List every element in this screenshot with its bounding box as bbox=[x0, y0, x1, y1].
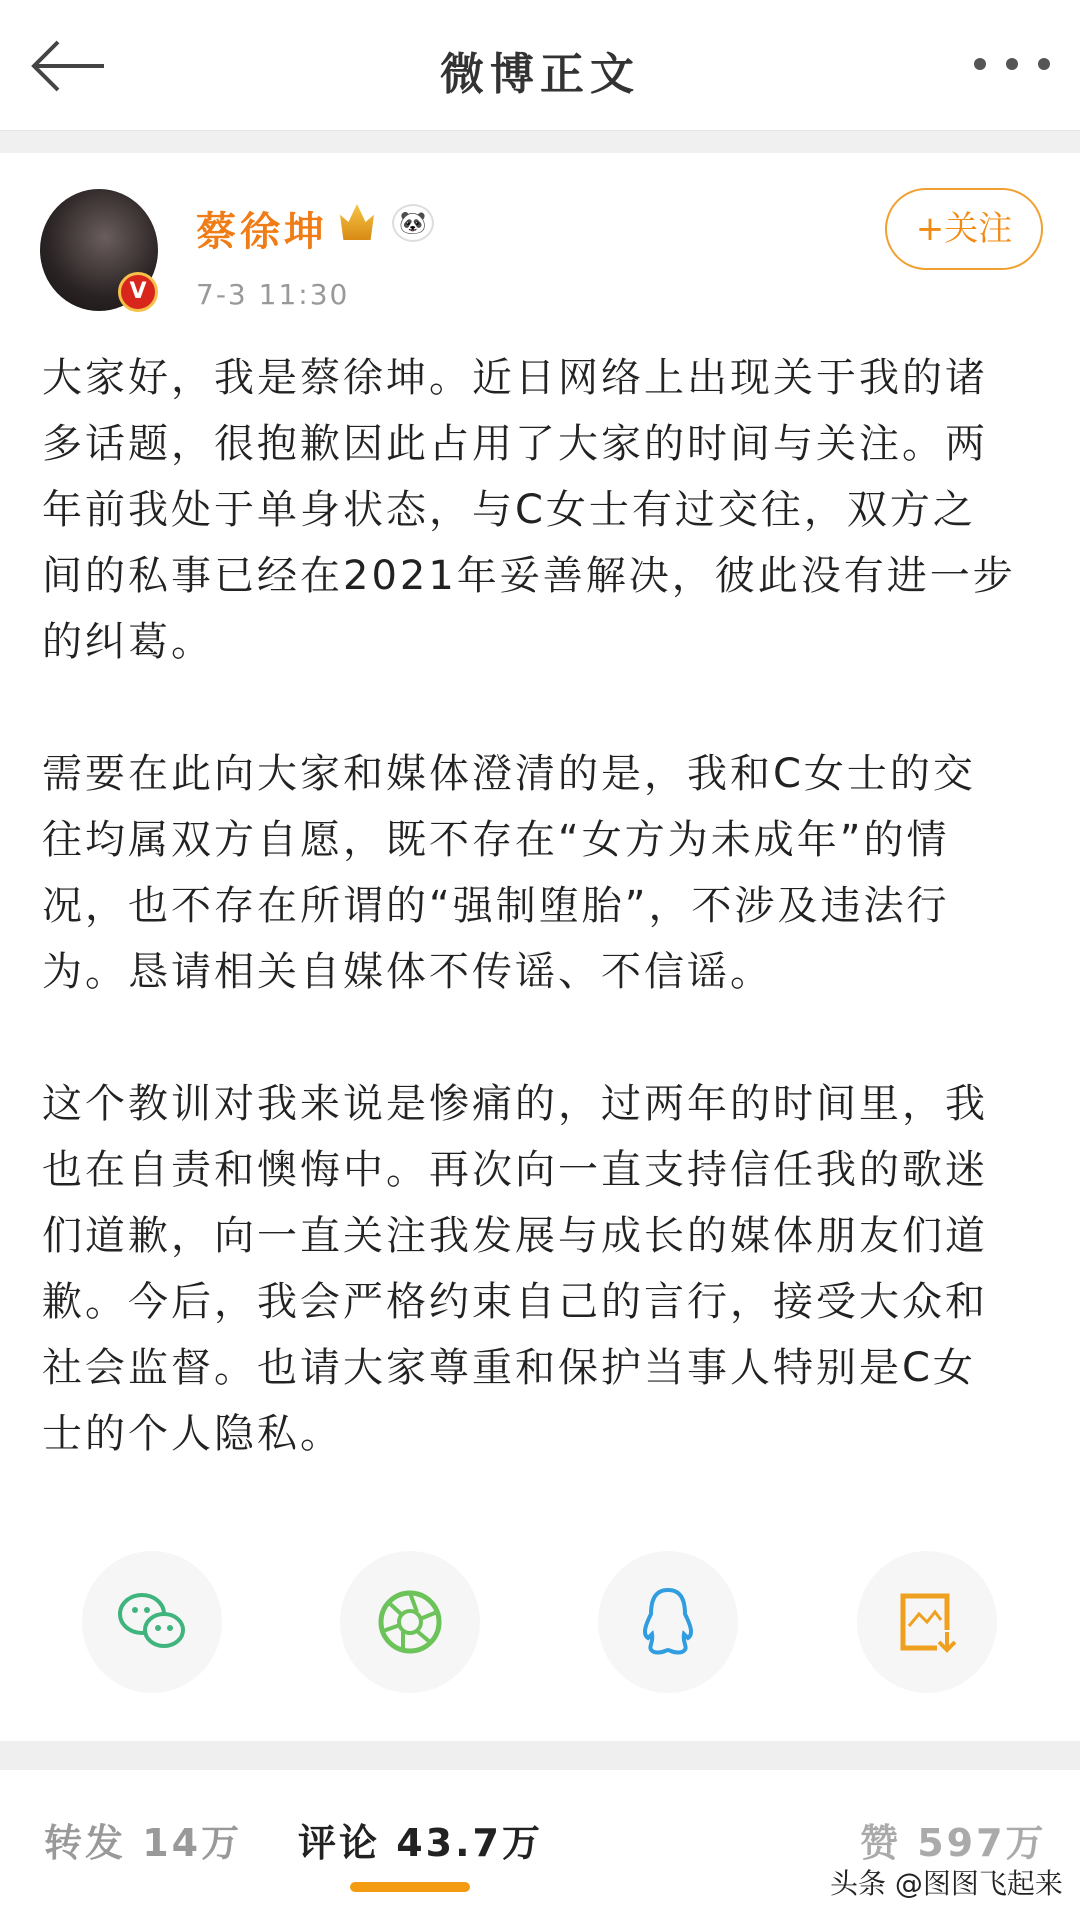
post-text-line: 大家好，我是蔡徐坤。近日网络上出现关于我的诸 bbox=[42, 355, 988, 401]
divider bbox=[0, 131, 1080, 153]
share-qq-button[interactable] bbox=[598, 1551, 738, 1693]
post-text-line: 士的个人隐私。 bbox=[42, 1411, 343, 1457]
post-paragraph bbox=[42, 345, 1042, 675]
share-moments-button[interactable] bbox=[340, 1551, 480, 1693]
top-bar bbox=[0, 0, 1080, 131]
crown-badge-icon bbox=[340, 204, 374, 240]
more-dots-icon[interactable] bbox=[974, 58, 1050, 72]
tab-repost[interactable]: 转发 14万 bbox=[44, 1821, 243, 1865]
post-text-line: 多话题，很抱歉因此占用了大家的时间与关注。两 bbox=[42, 421, 988, 467]
post-text-line: 况，也不存在所谓的“强制堕胎”，不涉及违法行 bbox=[42, 883, 950, 929]
qq-icon bbox=[638, 1586, 698, 1658]
post-text-line: 这个教训对我来说是惨痛的，过两年的时间里，我 bbox=[42, 1081, 988, 1127]
save-image-icon bbox=[897, 1590, 957, 1654]
panda-badge-icon: 🐼 bbox=[392, 204, 434, 242]
active-tab-indicator bbox=[350, 1882, 470, 1892]
post-timestamp: 7-3 11:30 bbox=[196, 278, 350, 311]
watermark: 头条 @图图飞起来 bbox=[830, 1867, 1063, 1900]
follow-button[interactable]: +关注 bbox=[885, 188, 1043, 270]
post-paragraph bbox=[42, 741, 1042, 1005]
author-name[interactable]: 蔡徐坤 bbox=[196, 209, 328, 255]
share-wechat-button[interactable] bbox=[82, 1551, 222, 1693]
moments-icon bbox=[375, 1587, 445, 1657]
wechat-icon bbox=[114, 1588, 190, 1656]
post-body bbox=[42, 345, 1042, 1533]
divider bbox=[0, 1741, 1080, 1770]
post-text-line: 的纠葛。 bbox=[42, 619, 214, 665]
post-text-line: 歉。今后，我会严格约束自己的言行，接受大众和 bbox=[42, 1279, 988, 1325]
post-text-line: 往均属双方自愿，既不存在“女方为未成年”的情 bbox=[42, 817, 950, 863]
post-text-line: 们道歉，向一直关注我发展与成长的媒体朋友们道 bbox=[42, 1213, 988, 1259]
verified-badge: V bbox=[118, 272, 158, 312]
page-title: 微博正文 bbox=[440, 49, 640, 100]
tab-comments[interactable]: 评论 43.7万 bbox=[298, 1821, 543, 1865]
post-text-line: 也在自责和懊悔中。再次向一直支持信任我的歌迷 bbox=[42, 1147, 988, 1193]
post-paragraph bbox=[42, 1071, 1042, 1467]
save-image-button[interactable] bbox=[857, 1551, 997, 1693]
tab-likes[interactable]: 赞 597万 bbox=[860, 1821, 1047, 1865]
post-text-line: 间的私事已经在2021年妥善解决，彼此没有进一步 bbox=[42, 553, 1016, 599]
post-text-line: 为。恳请相关自媒体不传谣、不信谣。 bbox=[42, 949, 773, 995]
post-text-line: 年前我处于单身状态，与C女士有过交往，双方之 bbox=[42, 487, 976, 533]
post-text-line: 社会监督。也请大家尊重和保护当事人特别是C女 bbox=[42, 1345, 976, 1391]
post-text-line: 需要在此向大家和媒体澄清的是，我和C女士的交 bbox=[42, 751, 976, 797]
